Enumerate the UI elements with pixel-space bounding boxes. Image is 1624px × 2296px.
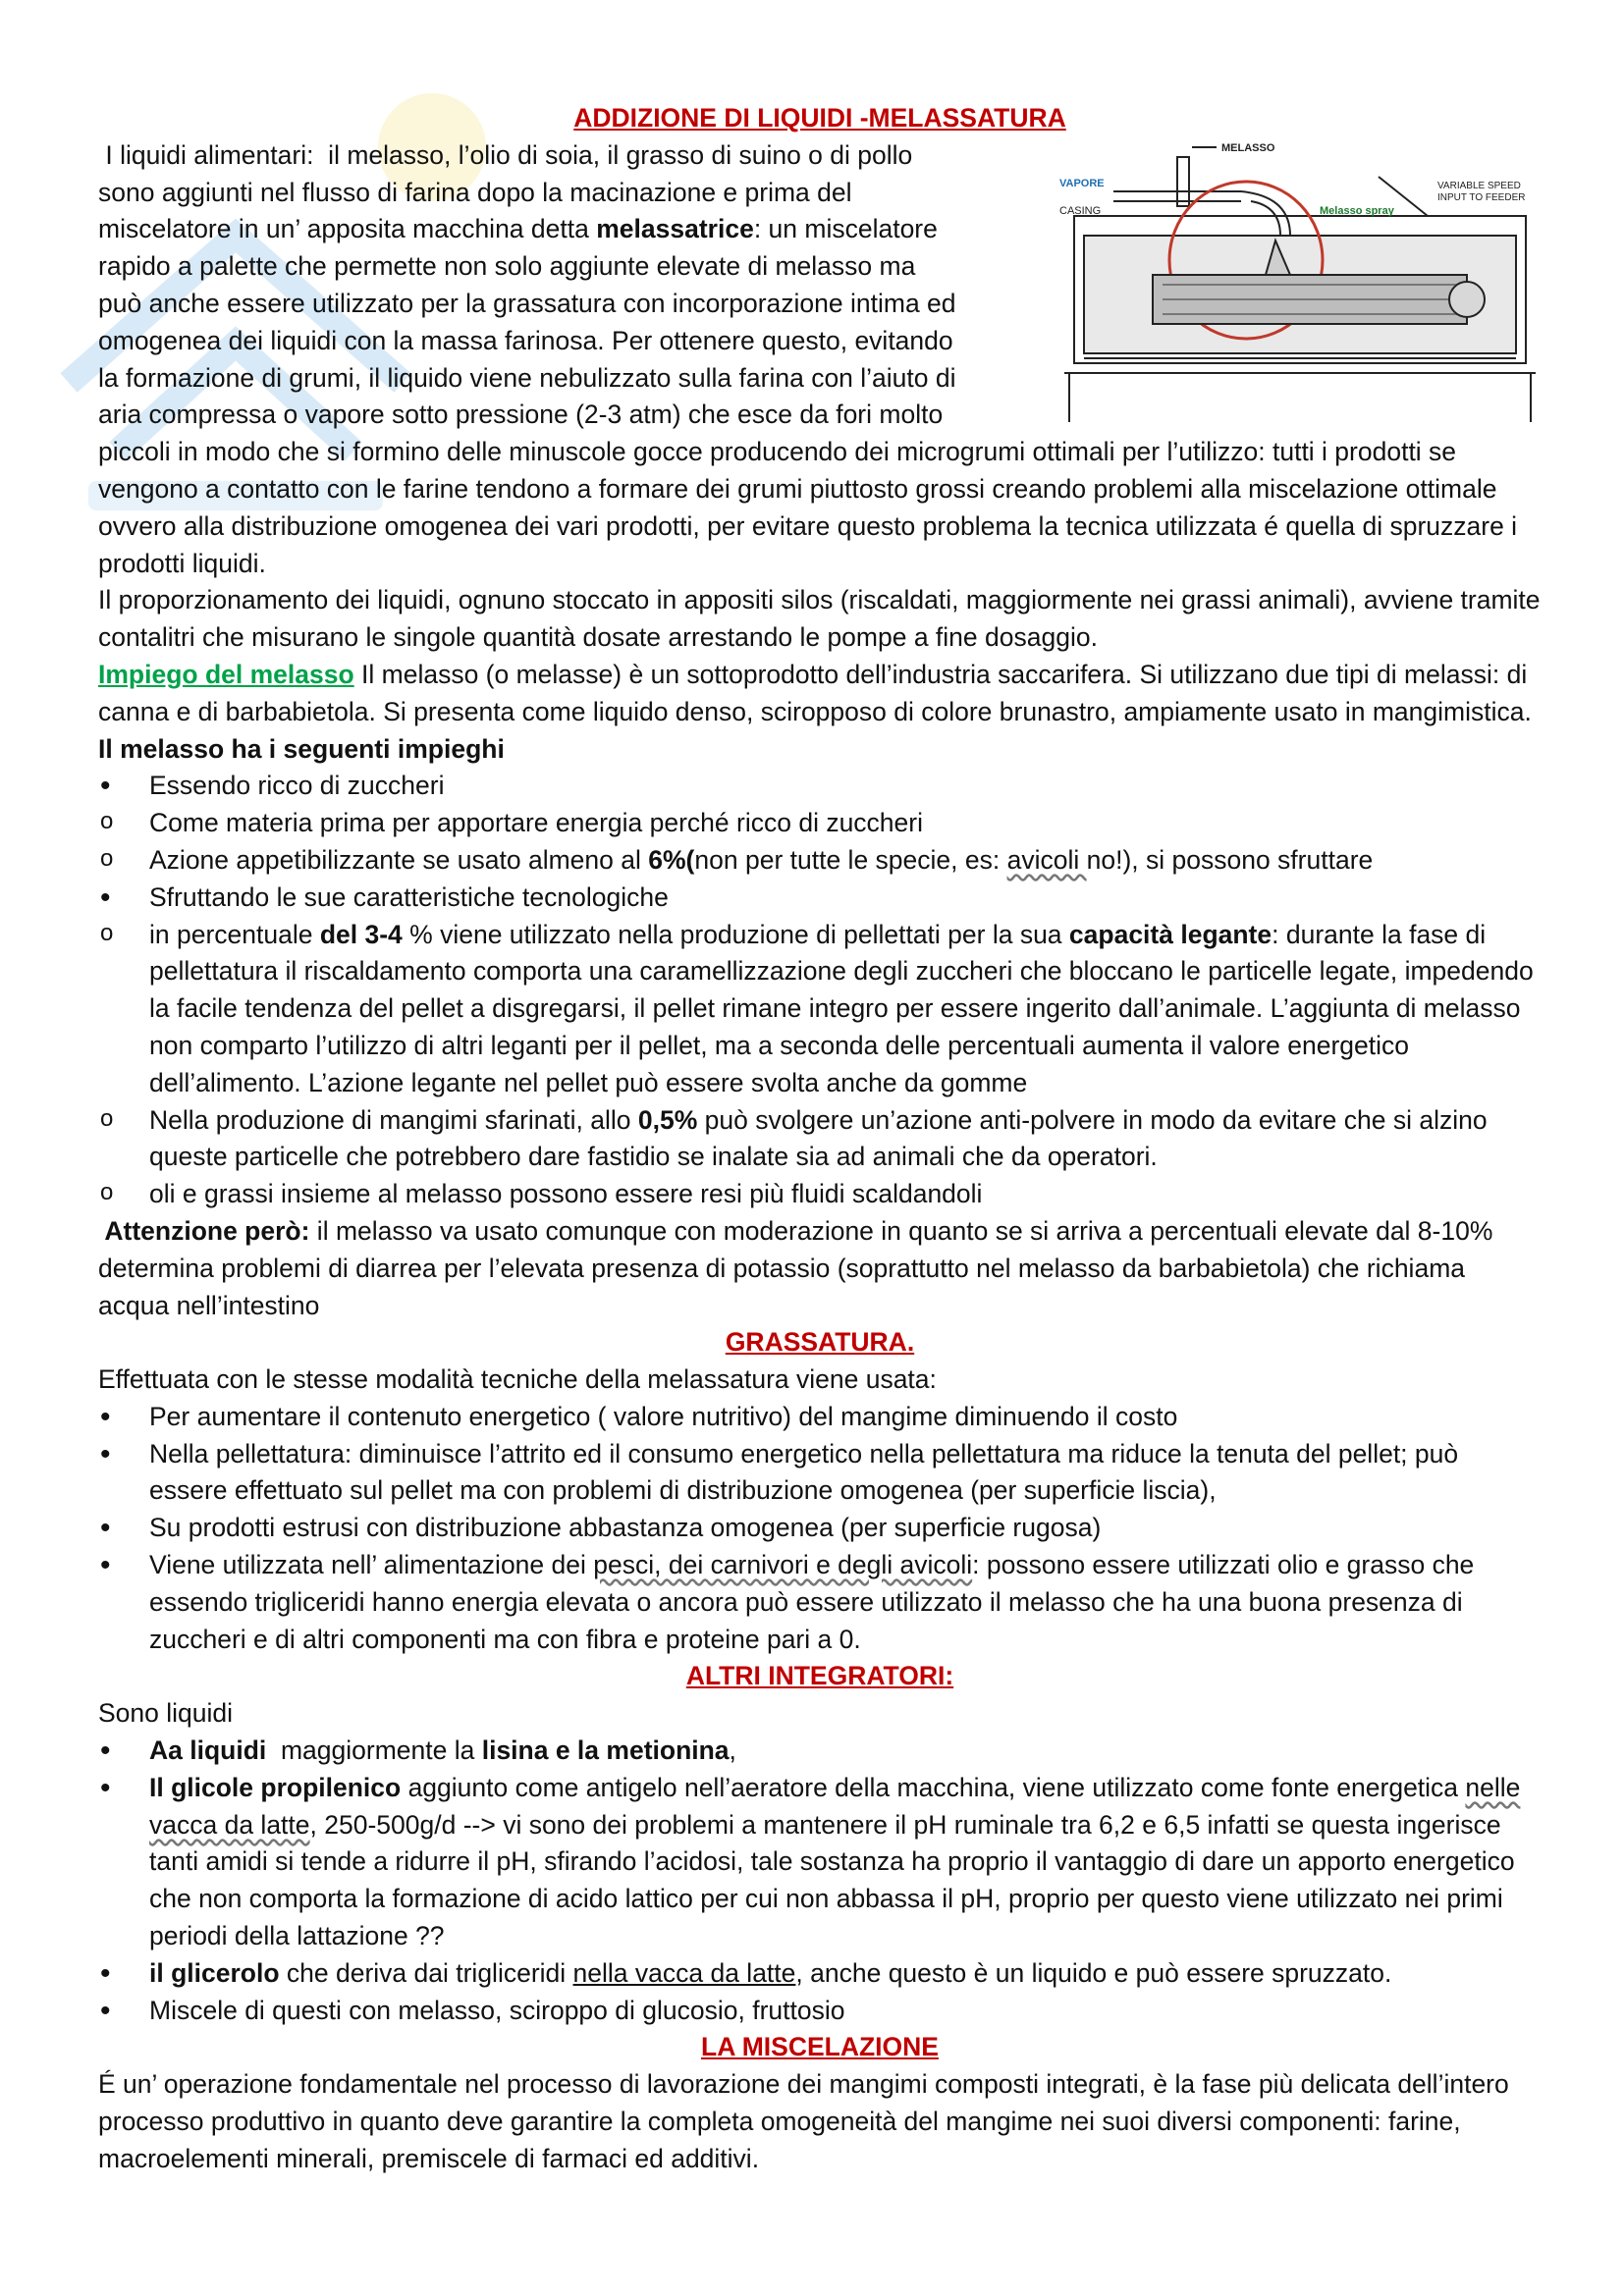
paragraph: piccoli in modo che si formino delle minuscole gocce producendo dei microgrumi ottimali per l’utilizzo: tutti i prodotti se vengono a contatto con le farine tendono a formare dei grumi piuttosto grossi creando problemi alla miscelazione ottimale ovvero alla distribuzione omogenea dei vari prodotti, per evitare questo problema la tecnica utilizzata é quella di spruzzare i prodotti liquidi. [98, 437, 1518, 578]
intro-line: omogenea dei liquidi con la massa farinosa. Per ottenere questo, evitando [98, 325, 953, 355]
intro-line: sono aggiunti nel flusso di farina dopo la macinazione e prima del [98, 177, 852, 207]
list-item [98, 1547, 1542, 1658]
intro-line: I liquidi alimentari: il melasso, l’olio di soia, il grasso di suino o di pollo [98, 139, 913, 170]
list-bold: Aa liquidi [149, 1735, 267, 1766]
list-bold: lisina e la metionina [481, 1735, 730, 1766]
heading-altri-integratori: ALTRI INTEGRATORI: [685, 1661, 954, 1691]
list-item [98, 917, 1542, 1102]
list-text: maggiormente la [266, 1735, 482, 1766]
list-item [98, 1102, 1542, 1177]
list-bold: del 3-4 [319, 919, 410, 949]
list-bold: Il glicole propilenico [149, 1772, 402, 1802]
list-bold: capacità legante [1068, 919, 1272, 949]
miscelazione-text: É un’ operazione fondamentale nel processo di lavorazione dei mangimi composti integrati, è la fase più delicata dell’intero processo produttivo in quanto deve garantire la completa omogeneità del mangime nei suoi diversi componenti: farine, macroelementi minerali, premiscele di farmaci ed additivi. [98, 2069, 1509, 2173]
list-item: • Per aumentare il contenuto energetico ( valore nutritivo) del mangime diminuendo il costo [98, 1399, 1542, 1436]
list-item: o Come materia prima per apportare energia perché ricco di zuccheri [98, 805, 1542, 842]
label-speed-2: INPUT TO FEEDER [1437, 192, 1526, 203]
intro-line: rapido a palette che permette non solo aggiunte elevate di melasso ma [98, 251, 916, 282]
list-text: avicoli [1006, 844, 1087, 875]
list-text: che deriva dai trigliceridi [279, 1957, 573, 1988]
list-item: o oli e grassi insieme al melasso possono essere resi più fluidi scaldandoli [98, 1176, 1542, 1213]
list-text: aggiunto come antigelo nell’aeratore della macchina, viene utilizzato come fonte energetica [401, 1772, 1466, 1802]
list-item: • Nella pellettatura: diminuisce l’attrito ed il consumo energetico nella pellettatura ma riduce la tenuta del pellet; può essere effettuato sul pellet ma con problemi di distribuzione omogenea (per superficie liscia), [98, 1436, 1542, 1511]
integratori-list [98, 1733, 1542, 2029]
impiego-text: Il melasso (o melasse) è un sottoprodotto dell’industria saccarifera. Si utilizzano due tipi di melassi: di canna e di barbabietola. Si presenta come liquido denso, sciropposo di colore brunastro, ampiamente usato in mangimistica. [98, 659, 1532, 726]
impiego-heading: Impiego del melasso [98, 659, 354, 689]
intro-paragraph [98, 137, 1031, 434]
list-text: Nella produzione di mangimi sfarinati, allo [149, 1104, 638, 1135]
label-vapore: VAPORE [1059, 178, 1105, 189]
list-text: nella vacca da latte [572, 1957, 796, 1988]
list-item [98, 1955, 1542, 1993]
intro-line: aria compressa o vapore sotto pressione (2-3 atm) che esce da fori molto [98, 400, 944, 430]
impieghi-list [98, 768, 1542, 1213]
intro-line [98, 211, 1031, 248]
list-text: , [729, 1735, 736, 1766]
list-text: % viene utilizzato nella produzione di pellettati per la sua [409, 919, 1069, 949]
list-item [98, 1770, 1542, 1955]
list-text: non per tutte le specie, es: [694, 844, 1007, 875]
list-item: • Essendo ricco di zuccheri [98, 768, 1542, 805]
label-melasso-spray: Melasso spray [1320, 205, 1394, 217]
integratori-intro: Sono liquidi [98, 1698, 234, 1729]
label-melasso: MELASSO [1221, 142, 1275, 154]
melassatrice-term: melassatrice [596, 214, 754, 244]
list-text: : possono essere utilizzati olio e grasso che essendo trigliceridi hanno energia elevata o ancora può essere utilizzato il melasso che ha una buona presenza di zuccheri e di altri componenti ma con fibra e proteine pari a 0. [149, 1550, 1475, 1654]
impiego-paragraph [98, 657, 1542, 768]
grassatura-list [98, 1399, 1542, 1659]
intro-text: : un miscelatore [753, 214, 938, 244]
list-item: • Su prodotti estrusi con distribuzione abbastanza omogenea (per superficie rugosa) [98, 1510, 1542, 1547]
list-text: no!), si possono sfruttare [1086, 844, 1374, 875]
heading-melassatura: ADDIZIONE DI LIQUIDI -MELASSATURA [573, 103, 1066, 133]
heading-miscelazione: LA MISCELAZIONE [701, 2032, 939, 2062]
paragraph: Il proporzionamento dei liquidi, ognuno stoccato in appositi silos (riscaldati, maggiormente nei grassi animali), avviene tramite contalitri che misurano le singole quantità dosate arrestando le pompe a fine dosaggio. [98, 585, 1541, 653]
attenzione-bold: Attenzione però: [98, 1215, 310, 1246]
heading-grassatura: GRASSATURA. [725, 1327, 915, 1358]
list-bold: 6%( [648, 844, 695, 875]
intro-text: miscelatore in un’ apposita macchina detta [98, 214, 597, 244]
list-text: Azione appetibilizzante se usato almeno al [149, 844, 649, 875]
intro-line: la formazione di grumi, il liquido viene nebulizzato sulla farina con l’aiuto di [98, 362, 956, 393]
list-text: nelle vacca da latte [149, 1772, 1521, 1840]
list-bold: il glicerolo [149, 1957, 280, 1988]
intro-line: può anche essere utilizzato per la grassatura con incorporazione intima ed [98, 288, 956, 318]
label-speed-1: VARIABLE SPEED [1437, 181, 1521, 191]
list-text: , anche questo è un liquido e può essere spruzzato. [795, 1957, 1392, 1988]
list-text: Viene utilizzata nell’ alimentazione dei [149, 1550, 594, 1580]
grassatura-intro: Effettuata con le stesse modalità tecniche della melassatura viene usata: [98, 1364, 937, 1395]
list-bold: 0,5% [637, 1104, 698, 1135]
document-body [98, 100, 1542, 2178]
list-text: : durante la fase di pellettatura il riscaldamento comporta una caramellizzazione degli zuccheri che bloccano le particelle legate, impedendo la facile tendenza del pellet a disgregarsi, il pellet rimane integro per essere ingerito dall’animale. L’aggiunta di melasso non comparto l’utilizzo di altri leganti per il pellet, ma a seconda delle percentuali aumenta il valore energetico dell’alimento. L’azione legante nel pellet può essere svolta anche da gomme [149, 919, 1534, 1097]
attenzione-paragraph [98, 1213, 1542, 1324]
list-text: può svolgere un’azione anti-polvere in modo da evitare che si alzino queste particelle che potrebbero dare fastidio se inalate sia ad animali che da operatori. [149, 1104, 1488, 1172]
list-item [98, 842, 1542, 880]
list-text: , 250-500g/d --> vi sono dei problemi a mantenere il pH ruminale tra 6,2 e 6,5 infatti se questa ingerisce tanti amidi si tende a ridurre il pH, sfirando l’acidosi, tale sostanza ha proprio il vantaggio di dare un apporto energetico che non comporta la formazione di acido lattico per cui non abbassa il pH, proprio per questo viene utilizzato nei primi periodi della lattazione ?? [149, 1809, 1515, 1951]
list-item: • Sfruttando le sue caratteristiche tecnologiche [98, 880, 1542, 917]
list-item [98, 1733, 1542, 1770]
attenzione-text: il melasso va usato comunque con moderazione in quanto se si arriva a percentuali elevate dal 8-10% determina problemi di diarrea per l’elevata presenza di potassio (soprattutto nel melasso da barbabietola) che richiama acqua nell’intestino [98, 1215, 1493, 1320]
list-text: pesci, dei carnivori e degli avicoli [593, 1550, 973, 1580]
list-text: in percentuale [149, 919, 320, 949]
label-casing: CASING [1059, 205, 1102, 217]
list-item: • Miscele di questi con melasso, sciroppo di glucosio, fruttosio [98, 1993, 1542, 2030]
impiego-bold: Il melasso ha i seguenti impieghi [98, 733, 505, 764]
